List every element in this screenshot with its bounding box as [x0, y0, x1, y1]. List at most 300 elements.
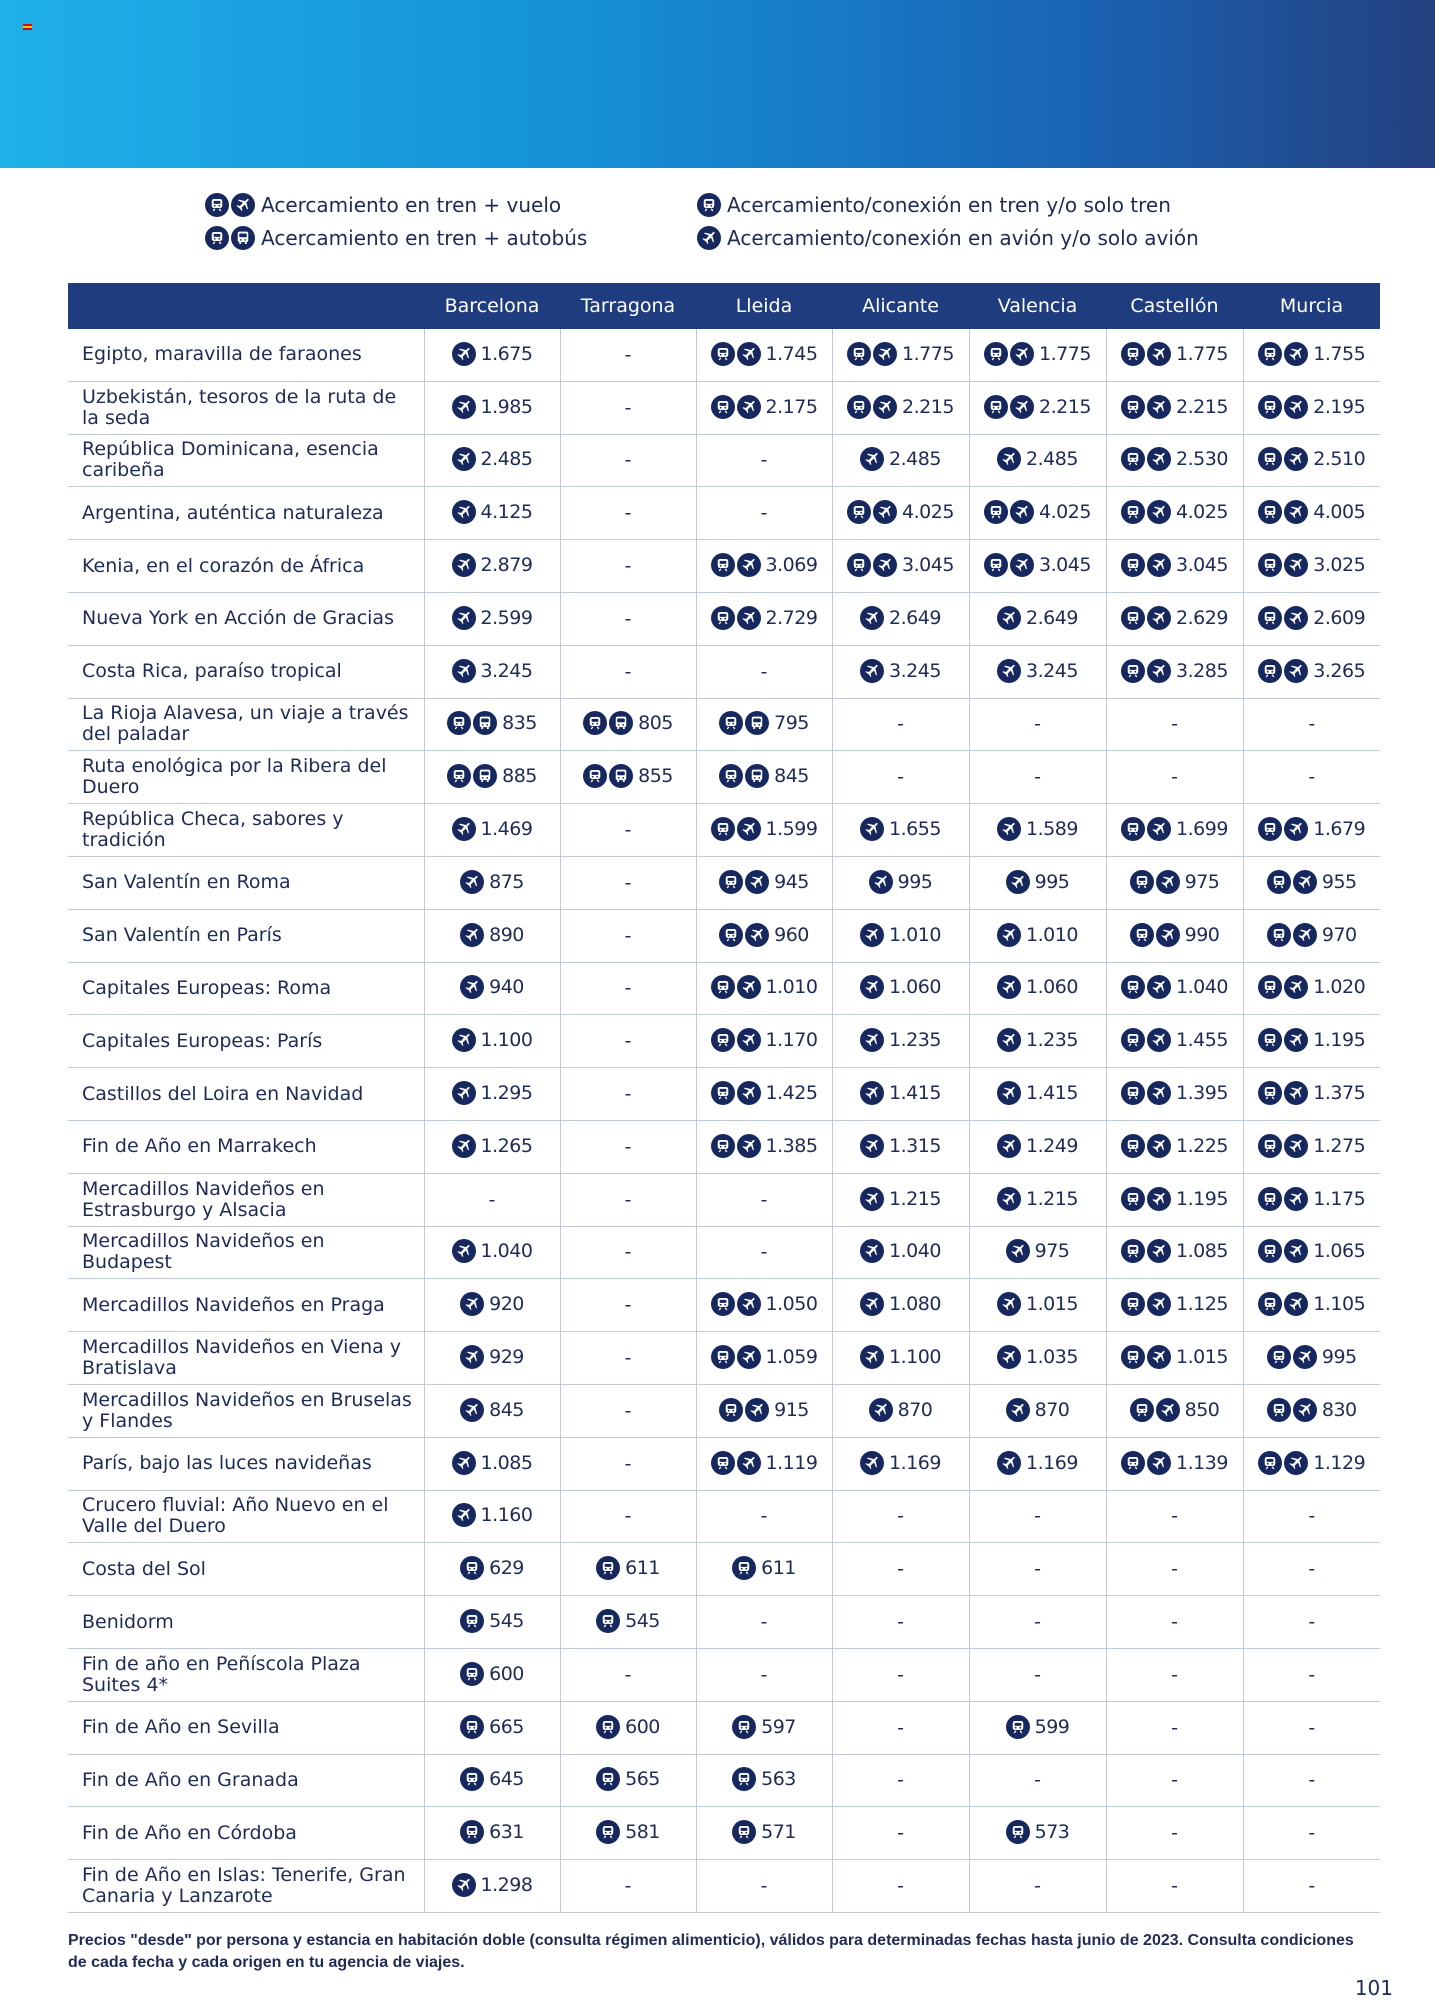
plane-icon	[1147, 447, 1171, 471]
price-value: 3.045	[902, 554, 954, 577]
table-body	[68, 329, 1380, 1912]
plane-icon	[1010, 553, 1034, 577]
price-with-transport	[711, 342, 818, 366]
table-row	[68, 962, 1380, 1015]
price-cell	[424, 1596, 560, 1649]
train-icon	[447, 764, 471, 788]
price-value: 1.599	[765, 818, 818, 841]
price-value: 850	[1184, 1398, 1220, 1421]
column-header-city: Alicante	[832, 283, 969, 329]
price-table	[68, 283, 1380, 1913]
price-cell	[560, 645, 696, 698]
price-cell	[560, 1332, 696, 1385]
destination-name: Nueva York en Acción de Gracias	[68, 592, 424, 645]
train-icon	[732, 1556, 756, 1580]
price-cell	[969, 1068, 1106, 1121]
plane-icon	[452, 817, 476, 841]
plane-icon	[452, 1239, 476, 1263]
plane-icon	[452, 659, 476, 683]
train-icon	[583, 764, 607, 788]
legend-left	[205, 188, 587, 254]
destination-name: Castillos del Loira en Navidad	[68, 1068, 424, 1121]
column-header-city: Castellón	[1106, 283, 1243, 329]
price-cell	[969, 1279, 1106, 1332]
no-price-dash: -	[1171, 713, 1178, 736]
price-cell	[969, 1648, 1106, 1701]
price-with-transport	[1121, 1451, 1228, 1475]
price-cell	[560, 434, 696, 487]
price-with-transport	[452, 1028, 533, 1052]
table-row	[68, 804, 1380, 857]
train-icon	[1258, 659, 1282, 683]
price-with-transport	[447, 764, 537, 788]
plane-icon	[1147, 1292, 1171, 1316]
no-price-dash: -	[897, 1505, 904, 1528]
price-cell	[832, 1120, 969, 1173]
destination-name: Costa del Sol	[68, 1543, 424, 1596]
price-value: 545	[489, 1610, 524, 1633]
plane-icon	[460, 1345, 484, 1369]
price-cell	[696, 909, 832, 962]
price-with-transport	[847, 500, 954, 524]
price-cell	[1106, 329, 1243, 381]
price-cell	[969, 1754, 1106, 1807]
destination-name: Ruta enológica por la Ribera del Duero	[68, 751, 424, 804]
price-with-transport	[719, 870, 809, 894]
price-cell	[1243, 1279, 1380, 1332]
price-value: 2.649	[1026, 606, 1078, 629]
train-icon	[1121, 1292, 1145, 1316]
destination-name: Benidorm	[68, 1596, 424, 1649]
train-icon	[1258, 1134, 1282, 1158]
price-value: 1.589	[1026, 818, 1078, 841]
price-value: 2.530	[1176, 448, 1228, 471]
price-cell	[1106, 487, 1243, 540]
price-value: 1.745	[765, 342, 818, 365]
price-cell	[832, 1173, 969, 1226]
destination-name: Fin de año en Peñíscola Plaza Suites 4*	[68, 1648, 424, 1701]
price-with-transport	[1258, 395, 1365, 419]
plane-icon	[1293, 870, 1317, 894]
plane-icon	[860, 447, 884, 471]
no-price-dash: -	[624, 449, 632, 472]
plane-icon	[860, 1451, 884, 1475]
price-value: 960	[774, 923, 809, 946]
price-cell	[424, 698, 560, 751]
price-cell	[424, 1015, 560, 1068]
no-price-dash: -	[1171, 1716, 1178, 1739]
price-cell	[696, 698, 832, 751]
price-cell	[832, 645, 969, 698]
train-icon	[847, 395, 871, 419]
table-row	[68, 1332, 1380, 1385]
legend-item	[205, 221, 587, 254]
price-value: 915	[774, 1398, 809, 1421]
price-cell	[969, 540, 1106, 593]
legend-label: Acercamiento en tren + vuelo	[261, 192, 562, 217]
bus-icon	[745, 711, 769, 735]
no-price-dash: -	[1308, 1558, 1316, 1581]
legend-icons	[697, 193, 721, 217]
price-value: 1.655	[889, 818, 941, 841]
table-row	[68, 909, 1380, 962]
plane-icon	[737, 1028, 761, 1052]
price-cell	[969, 1173, 1106, 1226]
plane-icon	[860, 817, 884, 841]
plane-icon	[1284, 447, 1308, 471]
legend-label: Acercamiento en tren + autobús	[261, 225, 588, 250]
price-with-transport	[732, 1715, 796, 1739]
train-icon	[719, 870, 743, 894]
price-cell	[1106, 592, 1243, 645]
price-value: 611	[761, 1557, 796, 1580]
price-cell	[560, 751, 696, 804]
destination-name: República Checa, sabores y tradición	[68, 804, 424, 857]
price-cell	[1243, 1543, 1380, 1596]
price-cell	[1106, 1543, 1243, 1596]
price-with-transport	[997, 1081, 1078, 1105]
plane-icon	[997, 447, 1021, 471]
price-with-transport	[460, 870, 524, 894]
plane-icon	[1147, 1345, 1171, 1369]
price-with-transport	[847, 395, 954, 419]
train-icon	[711, 606, 735, 630]
no-price-dash: -	[624, 819, 632, 842]
plane-icon	[860, 1134, 884, 1158]
price-with-transport	[719, 1398, 809, 1422]
price-cell	[969, 804, 1106, 857]
table-row	[68, 592, 1380, 645]
plane-icon	[452, 1873, 476, 1897]
no-price-dash: -	[624, 607, 632, 630]
price-cell	[560, 856, 696, 909]
no-price-dash: -	[1034, 1663, 1041, 1686]
price-with-transport	[997, 1345, 1078, 1369]
destination-name: Fin de Año en Marrakech	[68, 1120, 424, 1173]
price-cell	[1106, 434, 1243, 487]
plane-icon	[860, 1345, 884, 1369]
destination-name: La Rioja Alavesa, un viaje a través del paladar	[68, 698, 424, 751]
price-value: 835	[502, 712, 537, 735]
destination-name: Argentina, auténtica naturaleza	[68, 487, 424, 540]
price-with-transport	[984, 395, 1091, 419]
price-with-transport	[869, 870, 933, 894]
train-icon	[732, 1715, 756, 1739]
price-value: 1.215	[889, 1187, 941, 1210]
price-cell	[424, 1068, 560, 1121]
price-value: 1.249	[1026, 1134, 1078, 1157]
train-icon	[596, 1767, 620, 1791]
no-price-dash: -	[1308, 1822, 1316, 1845]
price-with-transport	[860, 1134, 941, 1158]
price-cell	[969, 1437, 1106, 1490]
price-value: 920	[489, 1293, 524, 1316]
price-cell	[1243, 1015, 1380, 1068]
train-icon	[1258, 342, 1282, 366]
no-price-dash: -	[624, 1505, 632, 1528]
train-icon	[711, 1451, 735, 1475]
price-value: 1.295	[480, 1082, 533, 1105]
price-value: 1.139	[1176, 1451, 1228, 1474]
no-price-dash: -	[1034, 1558, 1041, 1581]
price-value: 1.119	[765, 1451, 818, 1474]
price-cell	[832, 751, 969, 804]
price-cell	[832, 1543, 969, 1596]
train-icon	[847, 500, 871, 524]
plane-icon	[452, 1134, 476, 1158]
price-cell	[969, 856, 1106, 909]
no-price-dash: -	[897, 1875, 904, 1897]
bus-icon	[473, 711, 497, 735]
price-cell	[560, 1860, 696, 1913]
price-value: 940	[489, 976, 524, 999]
price-cell	[696, 645, 832, 698]
price-with-transport	[1258, 1239, 1365, 1263]
price-value: 945	[774, 870, 809, 893]
price-cell	[1243, 645, 1380, 698]
price-value: 1.065	[1313, 1240, 1366, 1263]
price-cell	[969, 1860, 1106, 1913]
price-with-transport	[1121, 1239, 1228, 1263]
price-value: 665	[489, 1715, 524, 1738]
price-cell	[560, 1648, 696, 1701]
plane-icon	[1284, 1187, 1308, 1211]
train-icon	[1258, 817, 1282, 841]
price-with-transport	[460, 1292, 524, 1316]
price-value: 645	[489, 1768, 524, 1791]
no-price-dash: -	[1308, 1875, 1316, 1897]
price-cell	[696, 1807, 832, 1860]
legend-icons	[205, 226, 255, 250]
price-value: 3.069	[765, 554, 818, 577]
price-cell	[832, 1015, 969, 1068]
price-with-transport	[860, 1028, 941, 1052]
price-with-transport	[997, 923, 1078, 947]
no-price-dash: -	[1034, 713, 1041, 736]
price-value: 2.729	[765, 606, 818, 629]
plane-icon	[737, 817, 761, 841]
price-cell	[424, 487, 560, 540]
price-cell	[696, 540, 832, 593]
no-price-dash: -	[1308, 1505, 1316, 1528]
no-price-dash: -	[760, 1611, 768, 1634]
price-with-transport	[596, 1609, 660, 1633]
train-icon	[460, 1556, 484, 1580]
price-cell	[832, 434, 969, 487]
price-value: 1.315	[889, 1134, 941, 1157]
price-with-transport	[583, 711, 673, 735]
price-cell	[969, 1332, 1106, 1385]
price-cell	[424, 1279, 560, 1332]
price-value: 3.245	[889, 659, 941, 682]
price-with-transport	[984, 342, 1091, 366]
price-cell	[424, 1120, 560, 1173]
price-with-transport	[997, 975, 1078, 999]
legend-icons	[697, 226, 721, 250]
price-cell	[969, 487, 1106, 540]
no-price-dash: -	[1171, 766, 1178, 789]
no-price-dash: -	[624, 1294, 632, 1317]
spain-flag-icon	[23, 24, 32, 30]
price-with-transport	[860, 1187, 941, 1211]
price-with-transport	[1006, 1398, 1070, 1422]
price-cell	[560, 1226, 696, 1279]
price-cell	[696, 434, 832, 487]
price-cell	[424, 1490, 560, 1543]
price-cell	[1106, 1754, 1243, 1807]
price-value: 1.265	[480, 1134, 533, 1157]
train-icon	[1267, 870, 1291, 894]
price-cell	[424, 856, 560, 909]
train-icon	[719, 1398, 743, 1422]
plane-icon	[997, 1292, 1021, 1316]
train-icon	[711, 1292, 735, 1316]
legend-right	[697, 188, 1199, 254]
price-with-transport	[1258, 1028, 1365, 1052]
plane-icon	[860, 1028, 884, 1052]
table-row	[68, 329, 1380, 381]
plane-icon	[1156, 923, 1180, 947]
price-cell	[424, 751, 560, 804]
price-cell	[696, 1543, 832, 1596]
price-with-transport	[583, 764, 673, 788]
train-icon	[711, 395, 735, 419]
plane-icon	[460, 975, 484, 999]
no-price-dash: -	[1171, 1663, 1178, 1686]
destination-name: Fin de Año en Granada	[68, 1754, 424, 1807]
plane-icon	[452, 395, 476, 419]
price-value: 855	[638, 765, 673, 788]
table-row	[68, 1543, 1380, 1596]
price-with-transport	[1258, 342, 1365, 366]
price-cell	[1243, 329, 1380, 381]
train-icon	[1121, 500, 1145, 524]
price-value: 2.879	[480, 554, 533, 577]
price-with-transport	[1121, 500, 1228, 524]
price-cell	[969, 434, 1106, 487]
price-cell	[696, 1068, 832, 1121]
price-cell	[832, 1384, 969, 1437]
plane-icon	[1147, 975, 1171, 999]
price-cell	[696, 1701, 832, 1754]
price-value: 4.025	[1039, 501, 1091, 524]
column-header-city: Murcia	[1243, 283, 1380, 329]
table-row	[68, 1226, 1380, 1279]
price-with-transport	[860, 1292, 941, 1316]
price-with-transport	[1121, 817, 1228, 841]
no-price-dash: -	[897, 1558, 904, 1581]
price-value: 995	[1321, 1346, 1357, 1369]
plane-icon	[452, 447, 476, 471]
train-icon	[1258, 975, 1282, 999]
table-row	[68, 1120, 1380, 1173]
no-price-dash: -	[624, 1188, 632, 1211]
train-icon	[1121, 817, 1145, 841]
price-value: 1.775	[1176, 342, 1228, 365]
table-row	[68, 1279, 1380, 1332]
plane-icon	[1284, 975, 1308, 999]
price-value: 929	[489, 1346, 524, 1369]
price-with-transport	[1121, 1028, 1228, 1052]
train-icon	[460, 1662, 484, 1686]
price-with-transport	[1121, 1081, 1228, 1105]
no-price-dash: -	[1034, 766, 1041, 789]
price-value: 1.425	[765, 1082, 818, 1105]
plane-icon	[1010, 342, 1034, 366]
train-icon	[1258, 1081, 1282, 1105]
price-cell	[1106, 1701, 1243, 1754]
price-cell	[696, 487, 832, 540]
train-icon	[1258, 1187, 1282, 1211]
price-value: 1.060	[889, 976, 941, 999]
price-cell	[560, 909, 696, 962]
plane-icon	[997, 1345, 1021, 1369]
price-cell	[1106, 1596, 1243, 1649]
price-with-transport	[711, 395, 818, 419]
price-cell	[832, 1437, 969, 1490]
price-with-transport	[1267, 923, 1357, 947]
price-cell	[1106, 1226, 1243, 1279]
price-value: 795	[774, 712, 809, 735]
price-value: 1.060	[1026, 976, 1078, 999]
price-cell	[560, 1490, 696, 1543]
price-with-transport	[732, 1556, 796, 1580]
table-row	[68, 1068, 1380, 1121]
price-with-transport	[452, 817, 533, 841]
price-with-transport	[711, 1134, 818, 1158]
price-with-transport	[1130, 1398, 1220, 1422]
plane-icon	[745, 1398, 769, 1422]
price-value: 631	[489, 1821, 524, 1844]
train-icon	[205, 226, 229, 250]
price-cell	[1243, 1437, 1380, 1490]
price-value: 571	[761, 1821, 796, 1844]
price-cell	[424, 962, 560, 1015]
price-cell	[969, 962, 1106, 1015]
price-cell	[1106, 540, 1243, 593]
price-cell	[1106, 856, 1243, 909]
price-cell	[1106, 1490, 1243, 1543]
price-value: 1.050	[765, 1293, 818, 1316]
train-icon	[732, 1767, 756, 1791]
plane-icon	[460, 1292, 484, 1316]
price-value: 611	[625, 1557, 660, 1580]
destination-name: República Dominicana, esencia caribeña	[68, 434, 424, 487]
price-cell	[1243, 434, 1380, 487]
price-with-transport	[452, 1134, 533, 1158]
train-icon	[711, 553, 735, 577]
plane-icon	[745, 923, 769, 947]
no-price-dash: -	[897, 1663, 904, 1686]
price-cell	[1243, 1596, 1380, 1649]
price-with-transport	[460, 1398, 524, 1422]
price-cell	[696, 1490, 832, 1543]
no-price-dash: -	[624, 343, 632, 366]
price-cell	[1106, 962, 1243, 1015]
price-cell	[832, 856, 969, 909]
price-value: 3.265	[1313, 659, 1366, 682]
price-cell	[1243, 1490, 1380, 1543]
plane-icon	[1147, 500, 1171, 524]
train-icon	[1258, 1292, 1282, 1316]
price-value: 1.415	[1026, 1082, 1078, 1105]
plane-icon	[1284, 395, 1308, 419]
plane-icon	[737, 1292, 761, 1316]
destination-name: Mercadillos Navideños en Budapest	[68, 1226, 424, 1279]
legend-item	[697, 188, 1199, 221]
plane-icon	[1147, 606, 1171, 630]
plane-icon	[1147, 395, 1171, 419]
